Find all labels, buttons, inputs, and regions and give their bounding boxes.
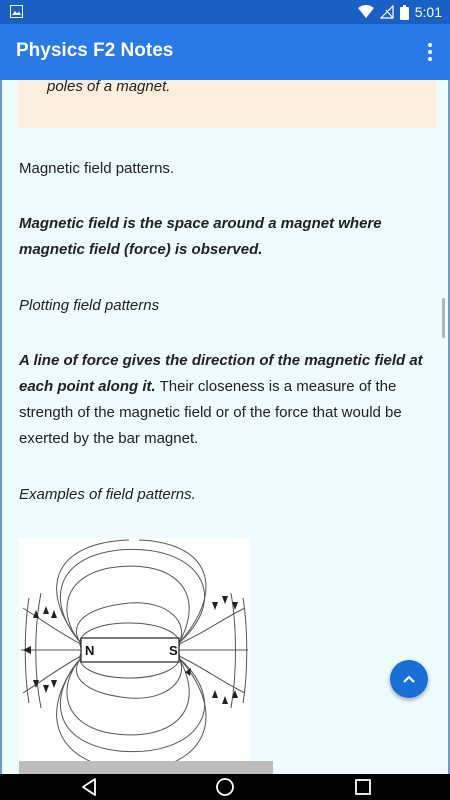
examples-heading: Examples of field patterns. [19,486,196,503]
note-box-text: poles of a magnet. [47,80,171,95]
app-bar [0,24,450,80]
navigation-bar [0,774,450,800]
section-heading: Magnetic field patterns. [19,160,175,177]
magnetic-field-diagram [19,538,250,774]
home-icon[interactable] [214,777,236,797]
line-of-force-paragraph [19,348,433,452]
plotting-heading: Plotting field patterns [19,297,160,314]
scrollbar-thumb[interactable] [442,298,445,338]
wifi-icon [358,5,374,19]
line-of-force-bold: A line of force gives the direction of the magnetic field at each point along it. [19,352,423,395]
recents-icon[interactable] [352,777,374,797]
chevron-up-icon [402,674,416,684]
app-title: Physics F2 Notes [16,40,174,61]
line-of-force-rest: Their closeness is a measure of the strength of the magnetic field or of the force that would be exerted by the bar magnet. [19,378,402,447]
status-bar [0,0,450,24]
diagram-bottom-bar [19,761,273,774]
scroll-to-top-button[interactable] [390,660,428,698]
status-time: 5:01 [414,4,442,20]
definition-text: Magnetic field is the space around a magnet where magnetic field (force) is observed. [19,215,382,258]
notes-content[interactable] [0,80,450,774]
south-pole-label: S [169,643,178,658]
north-pole-label: N [85,643,95,658]
back-icon[interactable] [78,777,100,797]
note-box [18,80,436,128]
image-icon [10,5,23,18]
no-signal-icon [380,5,394,19]
battery-icon [400,5,409,20]
status-icons [358,3,442,21]
more-vert-icon[interactable] [420,40,440,64]
